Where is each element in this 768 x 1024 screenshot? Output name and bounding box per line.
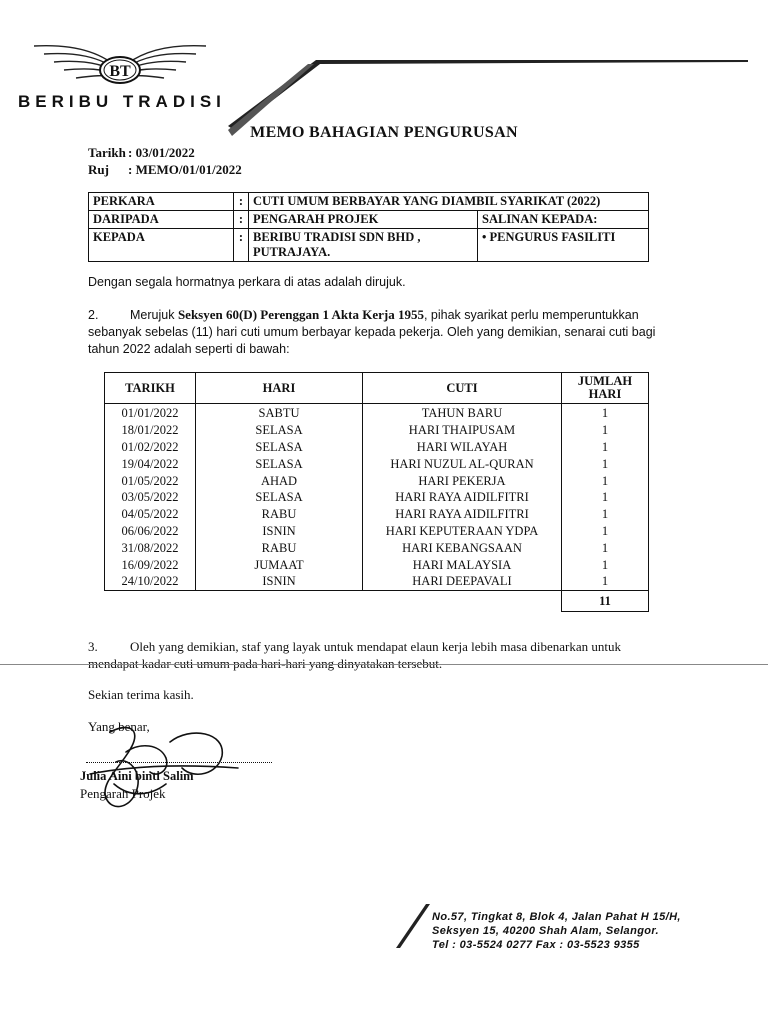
row-date: 01/05/2022 — [105, 472, 196, 489]
row-days-count: 1 — [562, 404, 649, 422]
ref-value: : MEMO/01/01/2022 — [128, 162, 242, 177]
row-days-count: 1 — [562, 439, 649, 456]
brand-name: BERIBU TRADISI — [18, 92, 226, 111]
colon: : — [234, 193, 249, 211]
handwritten-signature — [70, 712, 240, 822]
daripada-label: DARIPADA — [89, 211, 234, 229]
memo-date — [88, 145, 195, 161]
row-date: 04/05/2022 — [105, 506, 196, 523]
row-holiday: HARI KEBANGSAAN — [363, 539, 562, 556]
header-jumlah-hari: JUMLAH HARI — [562, 373, 649, 404]
table-total-row — [105, 590, 649, 611]
paragraph-2 — [88, 306, 663, 358]
row-holiday: HARI WILAYAH — [363, 439, 562, 456]
table-row — [105, 556, 649, 573]
row-holiday: HARI RAYA AIDILFITRI — [363, 506, 562, 523]
row-day: SELASA — [196, 422, 363, 439]
row-day: SELASA — [196, 489, 363, 506]
row-holiday: HARI KEPUTERAAN YDPA — [363, 523, 562, 540]
row-day: RABU — [196, 506, 363, 523]
header-tarikh: TARIKH — [105, 373, 196, 404]
kepada-line-1: BERIBU TRADISI SDN BHD , — [253, 230, 421, 244]
ref-label: Ruj — [88, 162, 109, 177]
row-days-count: 1 — [562, 489, 649, 506]
table-row — [105, 523, 649, 540]
row-date: 01/01/2022 — [105, 404, 196, 422]
header-rule — [228, 56, 748, 166]
memo-ref — [88, 162, 242, 178]
address-line-1: No.57, Tingkat 8, Blok 4, Jalan Pahat H 15/H, — [432, 911, 681, 923]
company-address — [432, 910, 681, 952]
row-days-count: 1 — [562, 573, 649, 590]
info-row-perkara — [89, 193, 649, 211]
row-day: AHAD — [196, 472, 363, 489]
perkara-value: CUTI UMUM BERBAYAR YANG DIAMBIL SYARIKAT (2022) — [249, 193, 649, 211]
table-row — [105, 506, 649, 523]
info-row-kepada — [89, 229, 649, 262]
table-header-row — [105, 373, 649, 404]
p2-pre: Merujuk — [130, 308, 178, 322]
p2-post: , pihak syarikat perlu memperuntukkan sebanyak sebelas (11) hari cuti umum berbayar kepada pekerja. Oleh yang demikian, senarai cuti bagi tahun 2022 adalah seperti di bawah: — [88, 308, 656, 356]
memo-info-table — [88, 192, 649, 262]
table-row — [105, 489, 649, 506]
row-date: 18/01/2022 — [105, 422, 196, 439]
p3-text: Oleh yang demikian, staf yang layak untuk mendapat elaun kerja lebih masa dibenarkan untuk mendapat kadar cuti umum pada hari-hari yang dinyatakan tersebut. — [88, 639, 621, 671]
table-row — [105, 422, 649, 439]
paragraph-3 — [88, 638, 663, 672]
salinan-value: • PENGURUS FASILITI — [478, 229, 649, 262]
paragraph-number: 2. — [88, 308, 99, 322]
row-days-count: 1 — [562, 523, 649, 540]
p2-act-reference: Seksyen 60(D) Perenggan 1 Akta Kerja 1955 — [177, 307, 424, 322]
footer-slash — [392, 900, 432, 950]
date-label: Tarikh — [88, 145, 126, 160]
daripada-value: PENGARAH PROJEK — [249, 211, 478, 229]
signer-role: Pengarah Projek — [80, 786, 166, 801]
row-date: 16/09/2022 — [105, 556, 196, 573]
row-days-count: 1 — [562, 506, 649, 523]
row-date: 06/06/2022 — [105, 523, 196, 540]
date-value: : 03/01/2022 — [128, 145, 195, 160]
opening-line: Dengan segala hormatnya perkara di atas adalah dirujuk. — [88, 275, 406, 289]
row-holiday: HARI RAYA AIDILFITRI — [363, 489, 562, 506]
table-row — [105, 573, 649, 590]
address-line-3: Tel : 03-5524 0277 Fax : 03-5523 9355 — [432, 939, 640, 951]
row-date: 24/10/2022 — [105, 573, 196, 590]
perkara-label: PERKARA — [89, 193, 234, 211]
yang-benar: Yang benar, — [88, 719, 150, 734]
total-days: 11 — [562, 590, 649, 611]
row-date: 31/08/2022 — [105, 539, 196, 556]
closing-line: Sekian terima kasih. — [88, 687, 194, 702]
row-days-count: 1 — [562, 556, 649, 573]
kepada-value — [249, 229, 478, 262]
header-cuti: CUTI — [363, 373, 562, 404]
row-day: SELASA — [196, 455, 363, 472]
row-holiday: HARI MALAYSIA — [363, 556, 562, 573]
header-hari: HARI — [196, 373, 363, 404]
table-row — [105, 404, 649, 422]
paragraph-number: 3. — [88, 639, 98, 654]
info-row-daripada — [89, 211, 649, 229]
table-row — [105, 539, 649, 556]
row-date: 03/05/2022 — [105, 489, 196, 506]
table-row — [105, 455, 649, 472]
colon: : — [234, 229, 249, 262]
table-row — [105, 439, 649, 456]
row-days-count: 1 — [562, 455, 649, 472]
salinan-label: SALINAN KEPADA: — [478, 211, 649, 229]
row-day: ISNIN — [196, 523, 363, 540]
row-holiday: HARI PEKERJA — [363, 472, 562, 489]
row-days-count: 1 — [562, 539, 649, 556]
fold-line — [0, 664, 768, 665]
row-date: 01/02/2022 — [105, 439, 196, 456]
signer-name: Julia Aini binti Salim — [80, 769, 194, 783]
row-date: 19/04/2022 — [105, 455, 196, 472]
memo-title: MEMO BAHAGIAN PENGURUSAN — [250, 124, 518, 141]
row-day: SELASA — [196, 439, 363, 456]
row-days-count: 1 — [562, 422, 649, 439]
row-holiday: HARI NUZUL AL-QURAN — [363, 455, 562, 472]
logo-letters: BT — [109, 63, 131, 80]
row-day: RABU — [196, 539, 363, 556]
row-day: SABTU — [196, 404, 363, 422]
row-day: ISNIN — [196, 573, 363, 590]
row-holiday: HARI DEEPAVALI — [363, 573, 562, 590]
row-holiday: HARI THAIPUSAM — [363, 422, 562, 439]
kepada-line-2: PUTRAJAYA. — [253, 245, 331, 259]
winged-logo — [30, 40, 210, 98]
row-day: JUMAAT — [196, 556, 363, 573]
holiday-table — [104, 372, 649, 612]
colon: : — [234, 211, 249, 229]
row-holiday: TAHUN BARU — [363, 404, 562, 422]
address-line-2: Seksyen 15, 40200 Shah Alam, Selangor. — [432, 925, 659, 937]
kepada-label: KEPADA — [89, 229, 234, 262]
table-row — [105, 472, 649, 489]
row-days-count: 1 — [562, 472, 649, 489]
